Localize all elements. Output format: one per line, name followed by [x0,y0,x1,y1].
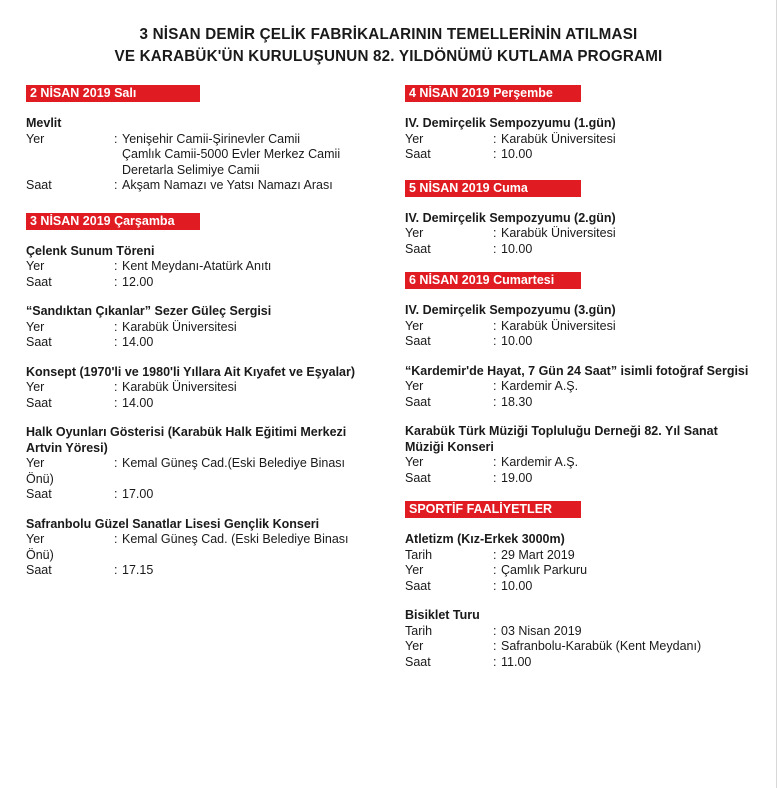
event-item [405,364,757,411]
day-header: 2 NİSAN 2019 Salı [26,85,200,102]
detail-value-line: Kardemir A.Ş. [501,455,579,469]
detail-value-line: Karabük Üniversitesi [122,319,237,334]
detail-separator: : [114,274,118,289]
detail-value-line: Kent Meydanı-Atatürk Anıtı [122,259,272,273]
detail-value: Kemal Güneş Cad. (Eski Belediye Binası [122,532,349,546]
detail-value [501,379,757,395]
detail-label: Yer [405,318,424,333]
event-item [405,532,757,594]
event-item [26,517,382,579]
detail-value-line: Yenişehir Camii-Şirinevler Camii [122,131,301,146]
event-item [405,424,757,486]
event-title: Mevlit [26,116,62,130]
detail-separator: : [114,395,118,410]
detail-separator: : [493,334,497,348]
detail-value [122,178,382,194]
detail-value-line: Deretarla Selimiye Camii [122,162,260,177]
detail-separator: : [493,394,497,409]
detail-row-yer [405,379,757,395]
detail-separator: : [493,318,497,333]
detail-row-tarih [405,624,757,640]
detail-separator: : [493,147,497,161]
detail-separator: : [114,563,118,577]
detail-label: Yer [26,532,45,546]
event-title: Atletizm (Kız-Erkek 3000m) [405,532,565,546]
detail-label: Yer [405,455,424,469]
detail-row-saat [26,178,382,194]
detail-value [501,563,757,579]
detail-value-line: 03 Nisan 2019 [501,623,582,638]
detail-label: Saat [405,394,431,409]
event-title: Bisiklet Turu [405,608,480,622]
event-title: Safranbolu Güzel Sanatlar Lisesi Gençlik Konseri [26,516,320,531]
detail-separator: : [114,456,118,470]
detail-separator: : [114,335,118,349]
detail-value-line: 10.00 [501,241,533,256]
detail-label: Yer [26,456,45,470]
event-item [26,365,382,412]
detail-value-line: 17.00 [122,487,154,501]
detail-row-yer [26,380,382,396]
detail-value-line: Çamlık Parkuru [501,563,588,577]
detail-row-saat [405,579,757,595]
detail-row-saat [405,147,757,163]
detail-separator: : [114,178,118,192]
detail-row-yer [405,563,757,579]
detail-label: Saat [405,578,431,593]
detail-row-yer [26,132,382,179]
detail-row-saat [405,242,757,258]
day-header: 6 NİSAN 2019 Cumartesi [405,272,581,289]
day-header: 5 NİSAN 2019 Cuma [405,180,581,197]
detail-value-line: 19.00 [501,470,533,485]
detail-separator: : [493,654,497,669]
detail-value [122,487,382,503]
day-header: SPORTİF FAALİYETLER [405,501,581,518]
detail-label: Saat [26,335,52,349]
detail-value [122,335,382,351]
day-section [26,212,382,579]
day-section [405,179,757,258]
detail-row-saat [26,275,382,291]
detail-label: Saat [26,178,52,192]
event-item [26,116,382,194]
detail-row-yer [405,226,757,242]
detail-label: Yer [405,563,424,577]
detail-label: Saat [26,563,52,577]
detail-row-saat [26,487,382,503]
detail-label: Saat [405,147,431,161]
event-item [26,425,382,503]
detail-value-line: 12.00 [122,274,154,289]
event-title: Çelenk Sunum Töreni [26,243,155,258]
detail-separator: : [493,639,497,653]
detail-value [501,471,757,487]
detail-value-line: 11.00 [501,654,532,669]
detail-value [501,334,757,350]
day-header: 3 NİSAN 2019 Çarşamba [26,213,200,230]
detail-row-yer [405,639,757,655]
detail-value [122,320,382,336]
detail-value-line: Kardemir A.Ş. [501,379,579,393]
detail-value [501,548,757,564]
detail-separator: : [114,319,118,334]
detail-label: Saat [405,334,431,348]
detail-value [501,226,757,242]
day-section [405,271,757,486]
event-item [26,304,382,351]
detail-value-line: Karabük Üniversitesi [122,380,237,394]
detail-value [122,275,382,291]
detail-label: Yer [405,226,424,240]
detail-label: Saat [26,487,52,501]
detail-label: Tarih [405,547,433,562]
detail-label: Yer [405,639,424,653]
detail-value-line: 14.00 [122,395,154,410]
detail-separator: : [114,131,118,146]
detail-value-continuation: Önü) [26,547,54,562]
detail-value [501,147,757,163]
detail-value [501,132,757,148]
event-title: Karabük Türk Müziği Topluluğu Derneği 82. Yıl Sanat Müziği Konseri [405,424,718,454]
detail-value-line: 17.15 [122,563,154,577]
detail-row-saat [405,471,757,487]
detail-separator: : [114,259,118,273]
detail-value [122,380,382,396]
detail-row-saat [405,395,757,411]
detail-value [122,396,382,412]
detail-label: Saat [405,654,431,669]
day-section [405,500,757,670]
detail-label: Saat [26,274,52,289]
detail-separator: : [493,470,497,485]
day-header: 4 NİSAN 2019 Perşembe [405,85,581,102]
detail-label: Yer [405,131,424,146]
detail-label: Yer [405,379,424,393]
detail-separator: : [493,131,497,146]
event-title: IV. Demirçelik Sempozyumu (2.gün) [405,210,616,225]
detail-row-saat [405,655,757,671]
event-title: Konsept (1970'li ve 1980'li Yıllara Ait Kıyafet ve Eşyalar) [26,364,356,379]
event-title: IV. Demirçelik Sempozyumu (1.gün) [405,116,616,130]
detail-value [501,395,757,411]
detail-separator: : [493,547,497,562]
detail-row-yer [26,320,382,336]
event-item [26,244,382,291]
detail-value-line: 10.00 [501,334,533,348]
detail-separator: : [114,487,118,501]
detail-row-yer [405,319,757,335]
detail-value [501,624,757,640]
detail-separator: : [114,380,118,394]
detail-value: Kemal Güneş Cad.(Eski Belediye Binası [122,456,346,470]
detail-label: Tarih [405,623,433,638]
title-line-2: VE KARABÜK'ÜN KURULUŞUNUN 82. YILDÖNÜMÜ KUTLAMA PROGRAMI [114,48,663,65]
detail-value [501,579,757,595]
detail-label: Yer [26,259,45,273]
detail-value-line: 14.00 [122,335,154,349]
detail-value-line: 29 Mart 2019 [501,547,575,562]
right-column [405,84,757,684]
detail-value [501,639,757,655]
event-item [405,303,757,350]
event-title: IV. Demirçelik Sempozyumu (3.gün) [405,303,616,317]
detail-row-yer [405,455,757,471]
detail-value [501,655,757,671]
detail-label: Yer [26,380,45,394]
detail-value [501,455,757,471]
detail-row-tarih [405,548,757,564]
detail-separator: : [493,379,497,393]
detail-value-line: 10.00 [501,578,533,593]
detail-row-yer [26,456,382,472]
detail-label: Yer [26,131,45,146]
day-section [405,84,757,163]
detail-value-line: Çamlık Camii-5000 Evler Merkez Camii [122,147,341,161]
detail-value-line: Karabük Üniversitesi [501,318,616,333]
event-item [405,608,757,670]
detail-label: Saat [405,470,431,485]
detail-row-yer [405,132,757,148]
detail-label: Yer [26,319,45,334]
detail-separator: : [493,226,497,240]
detail-separator: : [493,578,497,593]
title-line-1: 3 NİSAN DEMİR ÇELİK FABRİKALARININ TEMELLERİNİN ATILMASI [139,26,638,43]
detail-value-line: Karabük Üniversitesi [501,131,616,146]
event-title: “Kardemir'de Hayat, 7 Gün 24 Saat” isimli fotoğraf Sergisi [405,363,749,378]
event-title: Halk Oyunları Gösterisi (Karabük Halk Eğitimi Merkezi Artvin Yöresi) [26,425,347,455]
event-item [405,116,757,163]
detail-separator: : [114,532,118,546]
detail-row-saat [405,334,757,350]
detail-separator: : [493,623,497,638]
detail-row-saat [26,335,382,351]
detail-separator: : [493,563,497,577]
detail-value [122,563,382,579]
event-title: “Sandıktan Çıkanlar” Sezer Güleç Sergisi [26,304,272,318]
detail-value-line: Akşam Namazı ve Yatsı Namazı Arası [122,178,333,192]
detail-value [122,259,382,275]
detail-value [122,132,382,179]
detail-value-line: Safranbolu-Karabük (Kent Meydanı) [501,639,702,653]
event-item [405,211,757,258]
detail-row-yer [26,259,382,275]
detail-row-saat [26,563,382,579]
detail-value [501,242,757,258]
detail-row-yer [26,532,382,548]
detail-value [501,319,757,335]
detail-separator: : [493,241,497,256]
detail-row-saat [26,396,382,412]
detail-label: Saat [26,395,52,410]
detail-value-line: 18.30 [501,394,533,409]
detail-value-line: Karabük Üniversitesi [501,226,616,240]
detail-separator: : [493,455,497,469]
detail-label: Saat [405,241,431,256]
page-title [19,24,757,68]
day-section [26,84,382,194]
detail-value-continuation: Önü) [26,471,54,486]
left-column [26,84,382,593]
detail-value-line: 10.00 [501,147,533,161]
